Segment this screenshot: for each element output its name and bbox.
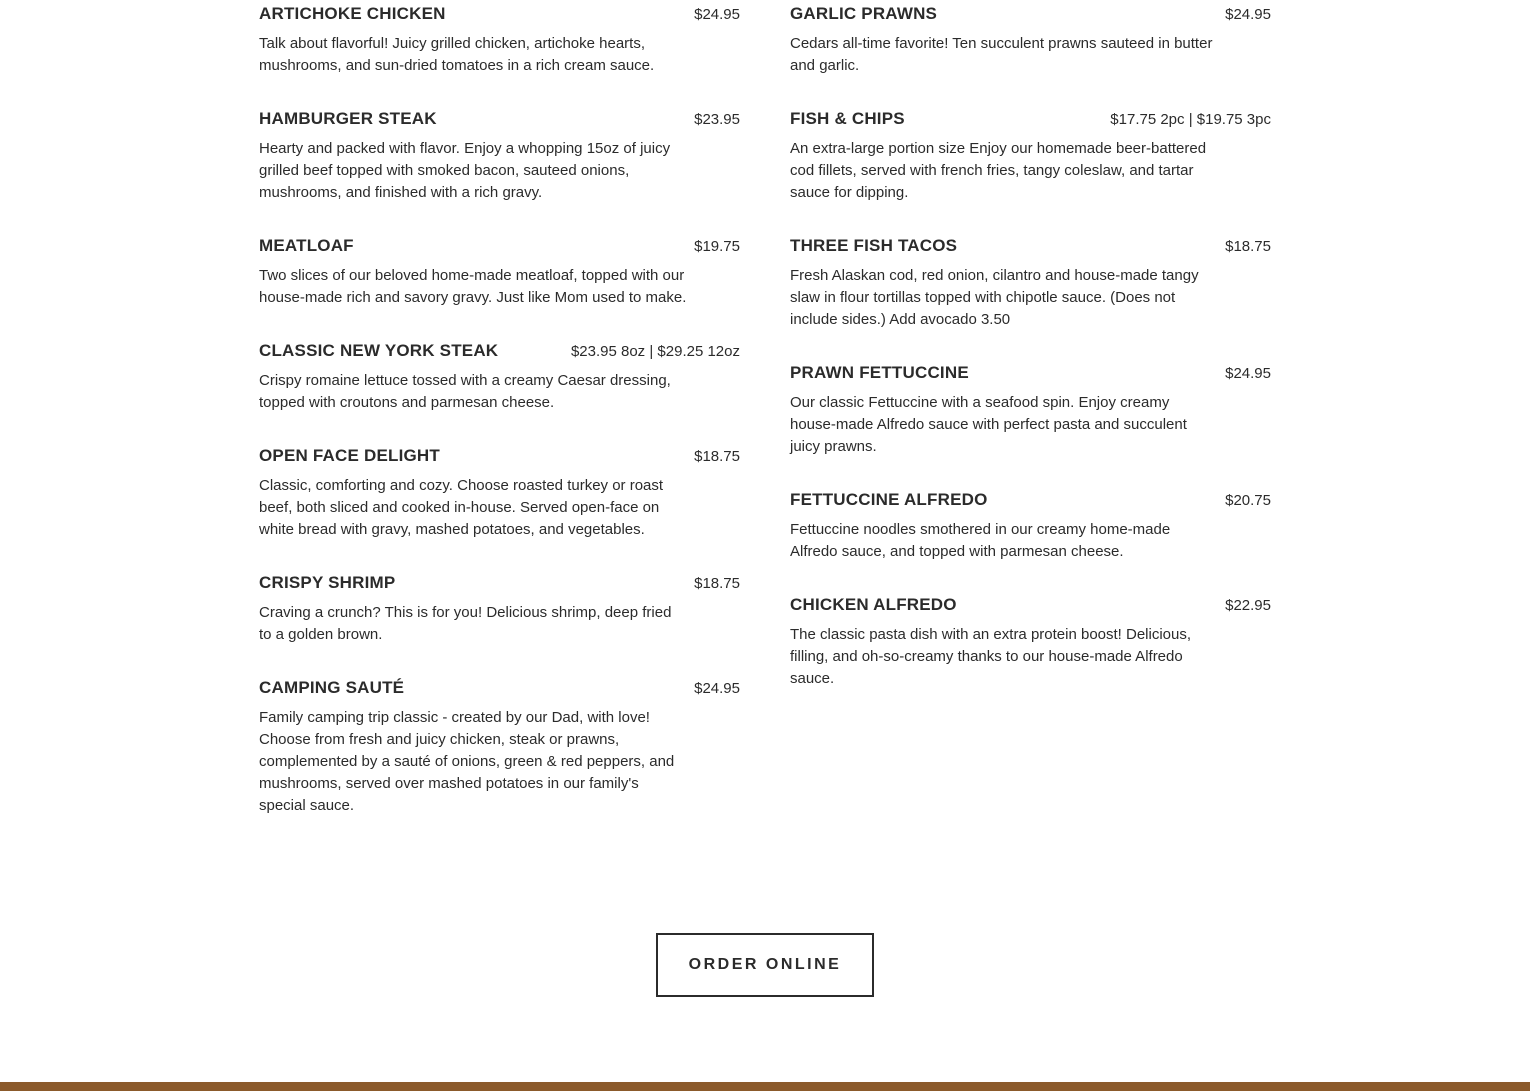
menu-item [259,446,740,541]
menu-item-header [790,109,1271,133]
menu-item-header [259,341,740,365]
menu-item [259,573,740,646]
footer-bar [0,1082,1530,1091]
menu-item-description: Classic, comforting and cozy. Choose roasted turkey or roast beef, both sliced and cooked in-house. Served open-face on white bread with gravy, mashed potatoes, and vegetables. [259,477,664,538]
menu-item-name: HAMBURGER STEAK [259,109,437,128]
menu-item [259,236,740,309]
menu-item-description: Hearty and packed with flavor. Enjoy a whopping 15oz of juicy grilled beef topped with smoked bacon, sauteed onions, mushrooms, and finished with a rich gravy. [259,140,671,201]
menu-item-name: OPEN FACE DELIGHT [259,446,440,465]
menu-item-price: $23.95 8oz | $29.25 12oz [570,343,740,360]
menu-item-header [259,446,740,470]
menu-item-name: CRISPY SHRIMP [259,573,396,592]
menu-item-description: The classic pasta dish with an extra protein boost! Delicious, filling, and oh-so-creamy thanks to our house-made Alfredo sauce. [790,626,1192,687]
menu-grid [259,4,1271,849]
menu-item-price: $18.75 [694,575,740,592]
menu-item-description: Talk about flavorful! Juicy grilled chicken, artichoke hearts, mushrooms, and sun-dried tomatoes in a rich cream sauce. [259,35,655,74]
menu-item-header [790,363,1271,387]
menu-item-name: FETTUCCINE ALFREDO [790,490,988,509]
menu-item-price: $24.95 [694,6,740,23]
menu-item-price: $24.95 [694,680,740,697]
menu-item-name: FISH & CHIPS [790,109,905,128]
menu-item-name: ARTICHOKE CHICKEN [259,4,446,23]
menu-item-name: THREE FISH TACOS [790,236,958,255]
menu-item-price: $19.75 [694,238,740,255]
menu-item [259,341,740,414]
menu-item-description: An extra-large portion size Enjoy our homemade beer-battered cod fillets, served with french fries, tangy coleslaw, and tartar sauce for dipping. [790,140,1207,201]
menu-item-name: MEATLOAF [259,236,354,255]
menu-item-name: CLASSIC NEW YORK STEAK [259,341,499,360]
menu-item-header [259,109,740,133]
menu-item-description: Our classic Fettuccine with a seafood spin. Enjoy creamy house-made Alfredo sauce with perfect pasta and succulent juicy prawns. [790,394,1187,455]
menu-item-price: $23.95 [694,111,740,128]
order-online-button[interactable]: ORDER ONLINE [656,933,874,997]
menu-item-header [259,573,740,597]
menu-item-description: Family camping trip classic - created by our Dad, with love! Choose from fresh and juicy chicken, steak or prawns, complemented by a sauté of onions, green & red peppers, and mushrooms, served over mashed potatoes in our family's special sauce. [259,709,675,814]
menu-item [790,236,1271,331]
menu-item [259,4,740,77]
menu-item-price: $20.75 [1225,492,1271,509]
menu-item [259,678,740,817]
menu-item-header [790,595,1271,619]
menu-column-left [259,4,740,849]
menu-item [790,109,1271,204]
menu-item-description: Craving a crunch? This is for you! Delicious shrimp, deep fried to a golden brown. [259,604,672,643]
menu-item-price: $18.75 [1225,238,1271,255]
menu-item-header [790,236,1271,260]
menu-item-price: $18.75 [694,448,740,465]
menu-item-header [790,490,1271,514]
menu-item-description: Two slices of our beloved home-made meatloaf, topped with our house-made rich and savory gravy. Just like Mom used to make. [259,267,687,306]
menu-item-name: GARLIC PRAWNS [790,4,938,23]
menu-item [790,4,1271,77]
menu-item-description: Fettuccine noodles smothered in our creamy home-made Alfredo sauce, and topped with parmesan cheese. [790,521,1171,560]
menu-item-name: CAMPING SAUTÉ [259,678,405,697]
menu-item-header [259,4,740,28]
menu-item-name: PRAWN FETTUCCINE [790,363,969,382]
menu-item-price: $24.95 [1225,365,1271,382]
menu-column-right [790,4,1271,849]
menu-item-header [259,678,740,702]
menu-item-price: $24.95 [1225,6,1271,23]
menu-item [790,595,1271,690]
menu-item [790,363,1271,458]
menu-item-name: CHICKEN ALFREDO [790,595,957,614]
menu-item-price: $17.75 2pc | $19.75 3pc [1110,111,1271,128]
menu-item-description: Cedars all-time favorite! Ten succulent prawns sauteed in butter and garlic. [790,35,1213,74]
menu-item-header [259,236,740,260]
menu-item [790,490,1271,563]
menu-item-price: $22.95 [1225,597,1271,614]
menu-item-description: Crispy romaine lettuce tossed with a creamy Caesar dressing, topped with croutons and parmesan cheese. [259,372,671,411]
menu-item-description: Fresh Alaskan cod, red onion, cilantro and house-made tangy slaw in flour tortillas topped with chipotle sauce. (Does not include sides.) Add avocado 3.50 [790,267,1199,328]
menu-item-header [790,4,1271,28]
menu-item [259,109,740,204]
